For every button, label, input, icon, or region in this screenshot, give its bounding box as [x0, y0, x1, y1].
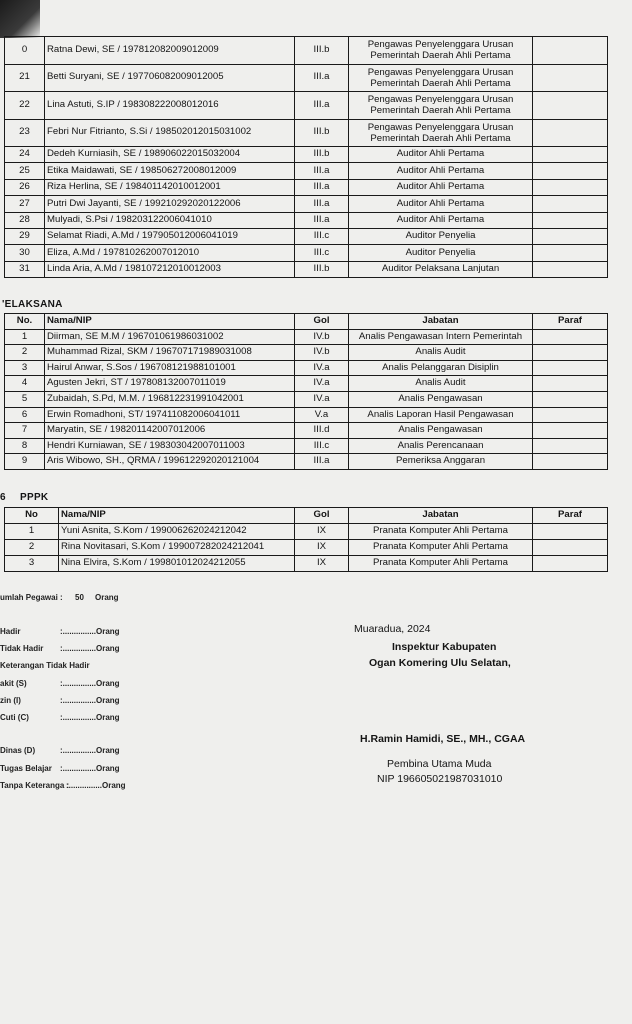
- dark-corner-shadow: [0, 0, 40, 38]
- cell-paraf: [533, 92, 608, 120]
- table-row: [5, 37, 608, 65]
- tanpa-keterangan-label: Tanpa Keteranga :: [0, 781, 70, 790]
- cell-jabatan: Pranata Komputer Ahli Pertama: [349, 524, 533, 540]
- cell-jabatan: Auditor Pelaksana Lanjutan: [349, 261, 533, 277]
- dinas-blank: :...............Orang: [60, 746, 120, 755]
- table-row: [5, 423, 608, 439]
- cell-paraf: [533, 179, 608, 195]
- cell-jabatan: Pranata Komputer Ahli Pertama: [349, 556, 533, 572]
- jumlah-pegawai-value: 50: [75, 593, 84, 602]
- header-nama: Nama/NIP: [59, 508, 295, 524]
- cell-paraf: [533, 524, 608, 540]
- cell-nama: Aris Wibowo, SH., QRMA / 199612292020121004: [45, 454, 295, 470]
- section-prefix: 6: [0, 492, 6, 503]
- cell-no: 1: [5, 329, 45, 345]
- cell-gol: IV.b: [295, 345, 349, 361]
- signatory-name: H.Ramin Hamidi, SE., MH., CGAA: [360, 733, 526, 745]
- header-jabatan: Jabatan: [349, 314, 533, 330]
- cell-no: 5: [5, 391, 45, 407]
- cell-paraf: [533, 345, 608, 361]
- cell-gol: III.b: [295, 261, 349, 277]
- cell-gol: IX: [295, 540, 349, 556]
- cell-paraf: [533, 329, 608, 345]
- tidak-hadir-label: Tidak Hadir: [0, 644, 44, 653]
- tanpa-keterangan-blank: :...............Orang: [66, 781, 126, 790]
- cell-gol: III.c: [295, 438, 349, 454]
- table-row: [5, 212, 608, 228]
- cell-paraf: [533, 119, 608, 147]
- cell-gol: III.a: [295, 92, 349, 120]
- section-title-pppk: PPPK: [20, 492, 49, 503]
- table-row: [5, 163, 608, 179]
- cell-gol: III.a: [295, 163, 349, 179]
- cell-gol: IV.a: [295, 360, 349, 376]
- cell-jabatan: Auditor Ahli Pertama: [349, 196, 533, 212]
- cell-paraf: [533, 147, 608, 163]
- cell-nama: Hairul Anwar, S.Sos / 196708121988101001: [45, 360, 295, 376]
- table-row: [5, 376, 608, 392]
- table-header-row: [5, 314, 608, 330]
- cell-nama: Yuni Asnita, S.Kom / 199006262024212042: [59, 524, 295, 540]
- cuti-blank: :...............Orang: [60, 713, 120, 722]
- cell-paraf: [533, 212, 608, 228]
- header-paraf: Paraf: [533, 314, 608, 330]
- cell-paraf: [533, 407, 608, 423]
- cell-jabatan: Analis Audit: [349, 376, 533, 392]
- cell-jabatan: Auditor Ahli Pertama: [349, 147, 533, 163]
- table-row: [5, 407, 608, 423]
- header-nama: Nama/NIP: [45, 314, 295, 330]
- cell-nama: Etika Maidawati, SE / 198506272008012009: [45, 163, 295, 179]
- cell-nama: Diirman, SE M.M / 196701061986031002: [45, 329, 295, 345]
- cell-nama: Muhammad Rizal, SKM / 196707171989031008: [45, 345, 295, 361]
- header-no: No.: [5, 314, 45, 330]
- cell-nama: Eliza, A.Md / 197810262007012010: [45, 245, 295, 261]
- cell-gol: IX: [295, 556, 349, 572]
- header-paraf: Paraf: [533, 508, 608, 524]
- cell-no: 2: [5, 540, 59, 556]
- cell-no: 26: [5, 179, 45, 195]
- jumlah-pegawai-label: umlah Pegawai :: [0, 593, 63, 602]
- keterangan-label: Keterangan Tidak Hadir: [0, 661, 90, 670]
- table-header-row: [5, 508, 608, 524]
- cell-jabatan: Pengawas Penyelenggara Urusan Pemerintah Daerah Ahli Pertama: [349, 64, 533, 92]
- table-row: [5, 345, 608, 361]
- dinas-label: Dinas (D): [0, 746, 36, 755]
- header-gol: Gol: [295, 314, 349, 330]
- pppk-table: [4, 507, 608, 572]
- jumlah-pegawai-unit: Orang: [95, 593, 119, 602]
- cell-paraf: [533, 391, 608, 407]
- cell-gol: III.c: [295, 228, 349, 244]
- cell-nama: Dedeh Kurniasih, SE / 198906022015032004: [45, 147, 295, 163]
- cell-nama: Maryatin, SE / 198201142007012006: [45, 423, 295, 439]
- cell-no: 29: [5, 228, 45, 244]
- sakit-blank: :...............Orang: [60, 679, 120, 688]
- table-row: [5, 556, 608, 572]
- izin-blank: :...............Orang: [60, 696, 120, 705]
- cell-no: 28: [5, 212, 45, 228]
- cell-jabatan: Pengawas Penyelenggara Urusan Pemerintah Daerah Ahli Pertama: [349, 37, 533, 65]
- office-line-2: Ogan Komering Ulu Selatan,: [369, 657, 511, 669]
- table-row: [5, 391, 608, 407]
- staff-table-continued: [4, 36, 608, 278]
- cell-jabatan: Analis Audit: [349, 345, 533, 361]
- cell-gol: IV.b: [295, 329, 349, 345]
- table-row: [5, 438, 608, 454]
- table-row: [5, 329, 608, 345]
- header-gol: Gol: [295, 508, 349, 524]
- cell-nama: Zubaidah, S.Pd, M.M. / 196812231991042001: [45, 391, 295, 407]
- cell-nama: Linda Aria, A.Md / 198107212010012003: [45, 261, 295, 277]
- cell-no: 9: [5, 454, 45, 470]
- cell-nama: Febri Nur Fitrianto, S.Si / 198502012015031002: [45, 119, 295, 147]
- table-row: [5, 228, 608, 244]
- cell-jabatan: Analis Perencanaan: [349, 438, 533, 454]
- cell-nama: Ratna Dewi, SE / 197812082009012009: [45, 37, 295, 65]
- tugas-belajar-label: Tugas Belajar: [0, 764, 52, 773]
- cell-no: 1: [5, 524, 59, 540]
- cell-nama: Erwin Romadhoni, ST/ 197411082006041011: [45, 407, 295, 423]
- cell-paraf: [533, 228, 608, 244]
- cell-paraf: [533, 261, 608, 277]
- cell-paraf: [533, 376, 608, 392]
- tidak-hadir-blank: :...............Orang: [60, 644, 120, 653]
- table-row: [5, 179, 608, 195]
- table-row: [5, 119, 608, 147]
- cell-no: 6: [5, 407, 45, 423]
- cell-gol: III.b: [295, 37, 349, 65]
- cell-nama: Betti Suryani, SE / 197706082009012005: [45, 64, 295, 92]
- cell-nama: Agusten Jekri, ST / 197808132007011019: [45, 376, 295, 392]
- cell-paraf: [533, 540, 608, 556]
- cell-jabatan: Pengawas Penyelenggara Urusan Pemerintah Daerah Ahli Pertama: [349, 119, 533, 147]
- header-jabatan: Jabatan: [349, 508, 533, 524]
- table-row: [5, 245, 608, 261]
- cuti-label: Cuti (C): [0, 713, 29, 722]
- cell-no: 27: [5, 196, 45, 212]
- cell-jabatan: Analis Pengawasan: [349, 423, 533, 439]
- header-no: No: [5, 508, 59, 524]
- table-row: [5, 360, 608, 376]
- cell-nama: Mulyadi, S.Psi / 198203122006041010: [45, 212, 295, 228]
- sakit-label: akit (S): [0, 679, 27, 688]
- cell-no: 3: [5, 360, 45, 376]
- cell-no: 3: [5, 556, 59, 572]
- cell-nama: Hendri Kurniawan, SE / 198303042007011003: [45, 438, 295, 454]
- cell-gol: III.a: [295, 212, 349, 228]
- cell-no: 23: [5, 119, 45, 147]
- cell-jabatan: Auditor Ahli Pertama: [349, 179, 533, 195]
- cell-gol: V.a: [295, 407, 349, 423]
- cell-gol: IX: [295, 524, 349, 540]
- cell-paraf: [533, 37, 608, 65]
- cell-gol: III.d: [295, 423, 349, 439]
- signatory-rank: Pembina Utama Muda: [387, 758, 492, 770]
- cell-no: 2: [5, 345, 45, 361]
- izin-label: zin (I): [0, 696, 21, 705]
- table-row: [5, 92, 608, 120]
- cell-no: 31: [5, 261, 45, 277]
- cell-jabatan: Pemeriksa Anggaran: [349, 454, 533, 470]
- cell-nama: Rina Novitasari, S.Kom / 199007282024212041: [59, 540, 295, 556]
- table-row: [5, 147, 608, 163]
- cell-gol: IV.a: [295, 376, 349, 392]
- cell-no: 21: [5, 64, 45, 92]
- cell-paraf: [533, 438, 608, 454]
- cell-gol: III.b: [295, 147, 349, 163]
- office-line-1: Inspektur Kabupaten: [392, 641, 497, 653]
- table-row: [5, 261, 608, 277]
- cell-jabatan: Analis Laporan Hasil Pengawasan: [349, 407, 533, 423]
- cell-no: 0: [5, 37, 45, 65]
- hadir-label: Hadir: [0, 627, 21, 636]
- cell-gol: III.b: [295, 119, 349, 147]
- hadir-blank: :...............Orang: [60, 627, 120, 636]
- cell-nama: Selamat Riadi, A.Md / 197905012006041019: [45, 228, 295, 244]
- table-row: [5, 540, 608, 556]
- cell-jabatan: Analis Pengawasan: [349, 391, 533, 407]
- cell-jabatan: Pengawas Penyelenggara Urusan Pemerintah Daerah Ahli Pertama: [349, 92, 533, 120]
- cell-nama: Riza Herlina, SE / 198401142010012001: [45, 179, 295, 195]
- cell-gol: IV.a: [295, 391, 349, 407]
- cell-jabatan: Analis Pelanggaran Disiplin: [349, 360, 533, 376]
- cell-jabatan: Auditor Ahli Pertama: [349, 163, 533, 179]
- table-row: [5, 524, 608, 540]
- cell-paraf: [533, 360, 608, 376]
- cell-paraf: [533, 196, 608, 212]
- tugas-belajar-blank: :...............Orang: [60, 764, 120, 773]
- cell-jabatan: Analis Pengawasan Intern Pemerintah: [349, 329, 533, 345]
- cell-no: 25: [5, 163, 45, 179]
- cell-gol: III.c: [295, 245, 349, 261]
- cell-no: 30: [5, 245, 45, 261]
- cell-paraf: [533, 454, 608, 470]
- cell-paraf: [533, 556, 608, 572]
- table-row: [5, 64, 608, 92]
- signatory-nip: NIP 196605021987031010: [377, 773, 503, 785]
- cell-no: 4: [5, 376, 45, 392]
- cell-jabatan: Auditor Penyelia: [349, 245, 533, 261]
- section-title-pelaksana: 'ELAKSANA: [2, 299, 63, 310]
- table-row: [5, 454, 608, 470]
- cell-gol: III.a: [295, 179, 349, 195]
- pelaksana-table: [4, 313, 608, 470]
- table-row: [5, 196, 608, 212]
- cell-no: 22: [5, 92, 45, 120]
- cell-no: 8: [5, 438, 45, 454]
- cell-gol: III.a: [295, 64, 349, 92]
- cell-paraf: [533, 423, 608, 439]
- cell-paraf: [533, 245, 608, 261]
- cell-gol: III.a: [295, 454, 349, 470]
- cell-no: 24: [5, 147, 45, 163]
- cell-nama: Putri Dwi Jayanti, SE / 199210292020122006: [45, 196, 295, 212]
- cell-gol: III.a: [295, 196, 349, 212]
- cell-nama: Nina Elvira, S.Kom / 199801012024212055: [59, 556, 295, 572]
- cell-paraf: [533, 163, 608, 179]
- cell-nama: Lina Astuti, S.IP / 198308222008012016: [45, 92, 295, 120]
- place-date: Muaradua, 2024: [354, 623, 431, 635]
- cell-jabatan: Auditor Ahli Pertama: [349, 212, 533, 228]
- cell-jabatan: Pranata Komputer Ahli Pertama: [349, 540, 533, 556]
- cell-paraf: [533, 64, 608, 92]
- cell-jabatan: Auditor Penyelia: [349, 228, 533, 244]
- cell-no: 7: [5, 423, 45, 439]
